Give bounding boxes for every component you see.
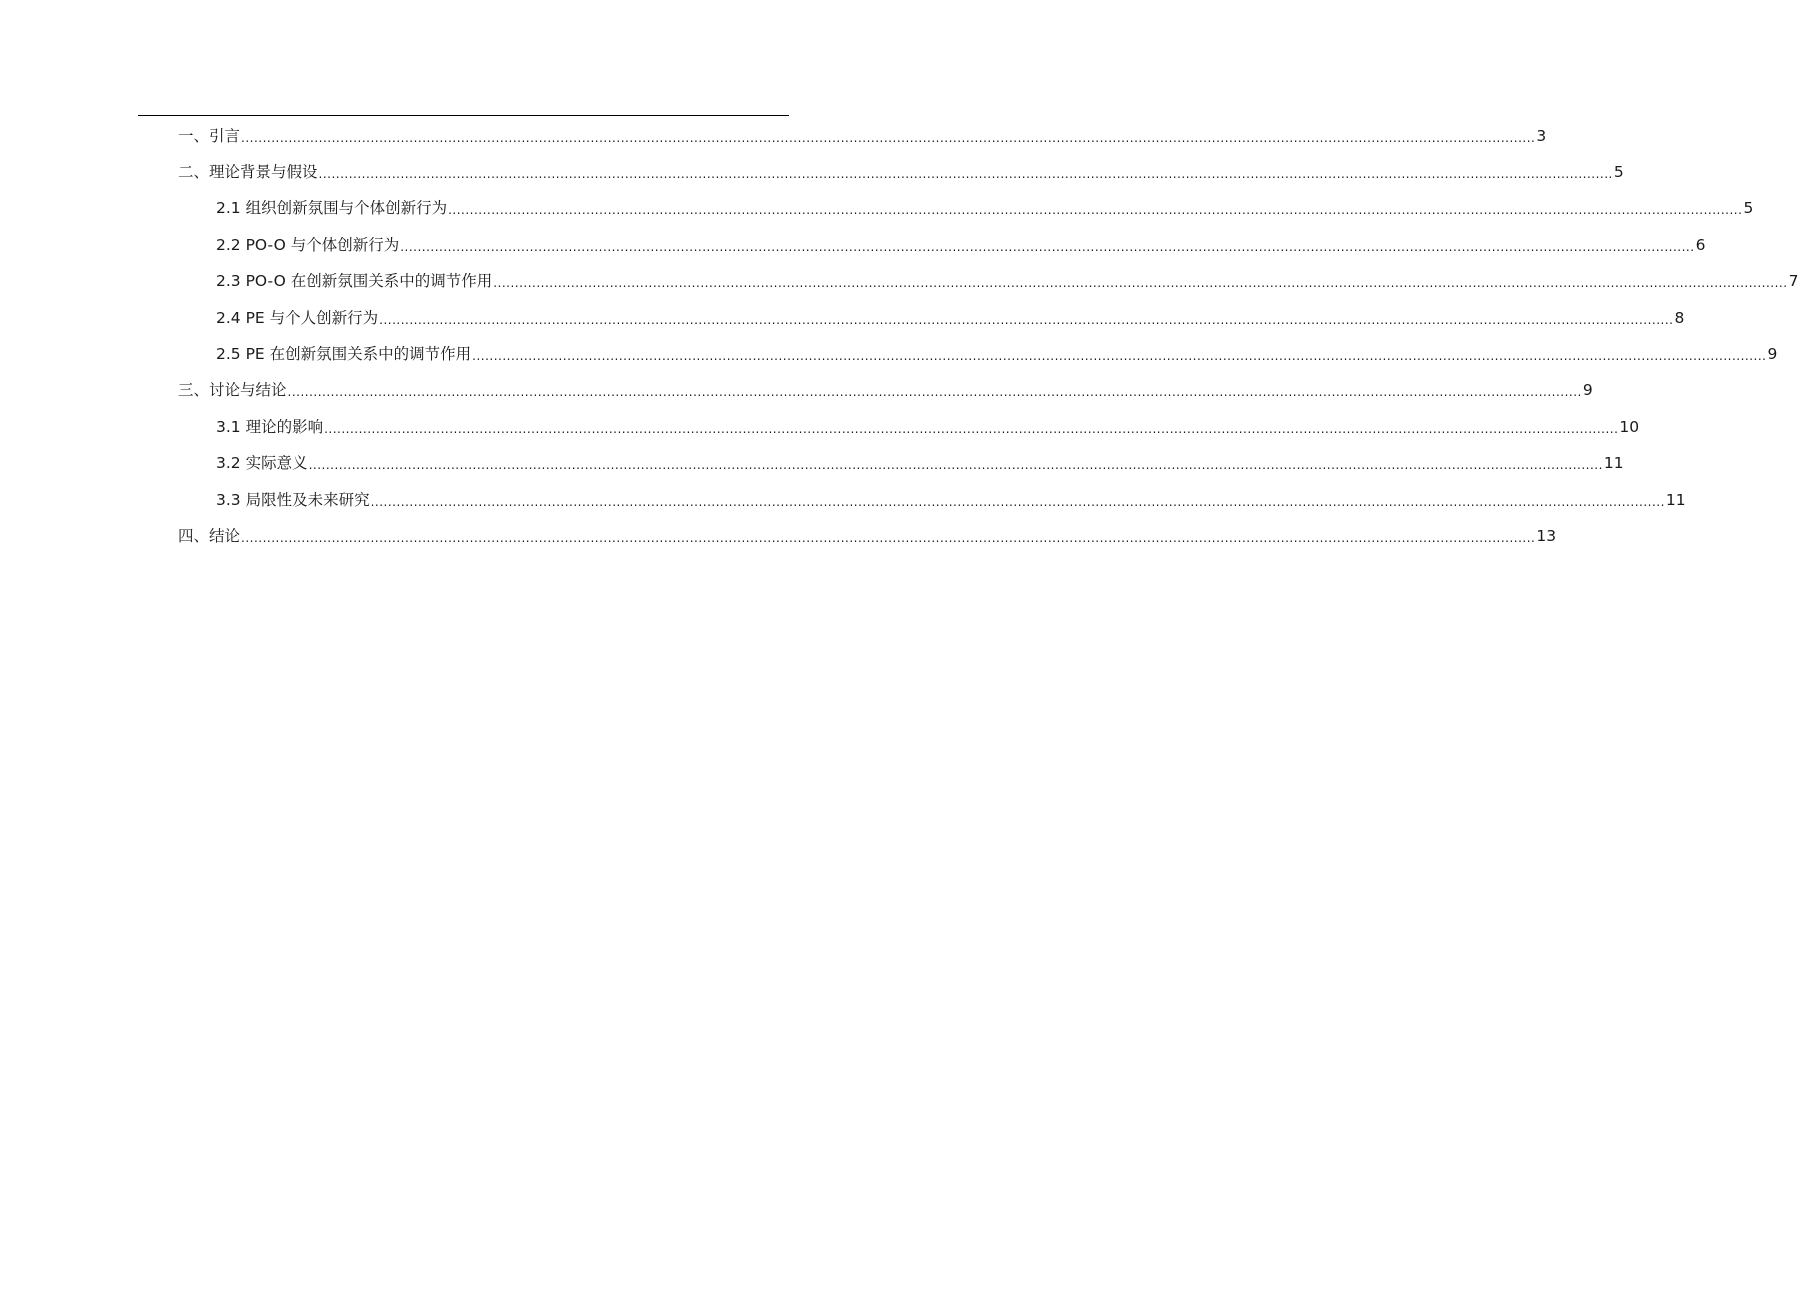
toc-entry-title: 一、引言 — [178, 127, 241, 145]
toc-entry-page: 9 — [1767, 345, 1778, 363]
toc-leader-dots: ............................................................................................................................................................................................................................................................................................................ — [318, 167, 1613, 181]
toc-entry-3-1[interactable] — [216, 409, 1640, 445]
toc-entry-3-3[interactable] — [216, 482, 1686, 518]
toc-entry-title: 2.4 PE 与个人创新行为 — [216, 309, 379, 327]
toc-leader-dots: ............................................................................................................................................................................................................................................................................................................ — [370, 495, 1665, 509]
toc-entry-title: 2.3 PO-O 在创新氛围关系中的调节作用 — [216, 272, 493, 290]
toc-leader-dots: ............................................................................................................................................................................................................................................................................................................ — [448, 203, 1743, 217]
toc-entry-2-1[interactable] — [216, 190, 1754, 226]
toc-entry-page: 11 — [1603, 454, 1624, 472]
toc-entry-2-4[interactable] — [216, 300, 1685, 336]
toc-entry-theory[interactable] — [178, 154, 1624, 190]
toc-entry-title: 二、理论背景与假设 — [178, 163, 318, 181]
toc-entry-title: 2.1 组织创新氛围与个体创新行为 — [216, 199, 448, 217]
toc-leader-dots: ............................................................................................................................................................................................................................................................................................................ — [472, 349, 1767, 363]
toc-entry-3-2[interactable] — [216, 445, 1624, 481]
toc-entry-page: 13 — [1536, 527, 1557, 545]
toc-leader-dots: ............................................................................................................................................................................................................................................................................................................ — [400, 240, 1695, 254]
toc-entry-title: 2.2 PO-O 与个体创新行为 — [216, 236, 400, 254]
toc-leader-dots: ............................................................................................................................................................................................................................................................................................................ — [308, 458, 1603, 472]
toc-entry-page: 6 — [1695, 236, 1706, 254]
toc-entry-page: 5 — [1613, 163, 1624, 181]
toc-leader-dots: ............................................................................................................................................................................................................................................................................................................ — [287, 385, 1582, 399]
toc-entry-2-5[interactable] — [216, 336, 1778, 372]
toc-leader-dots: ............................................................................................................................................................................................................................................................................................................ — [241, 131, 1536, 145]
toc-entry-intro[interactable] — [178, 118, 1547, 154]
toc-entry-discussion[interactable] — [178, 372, 1593, 408]
toc-entry-title: 3.1 理论的影响 — [216, 418, 324, 436]
toc-entry-title: 2.5 PE 在创新氛围关系中的调节作用 — [216, 345, 472, 363]
toc-entry-title: 三、讨论与结论 — [178, 381, 287, 399]
toc-entry-page: 9 — [1582, 381, 1593, 399]
toc-leader-dots: ............................................................................................................................................................................................................................................................................................................ — [493, 276, 1788, 290]
toc-entry-title: 四、结论 — [178, 527, 241, 545]
toc-entry-2-2[interactable] — [216, 227, 1706, 263]
toc-entry-page: 8 — [1674, 309, 1685, 327]
header-rule — [138, 115, 789, 116]
toc-entry-2-3[interactable] — [216, 263, 1798, 299]
toc-leader-dots: ............................................................................................................................................................................................................................................................................................................ — [324, 422, 1619, 436]
toc-entry-title: 3.3 局限性及未来研究 — [216, 491, 370, 509]
toc-leader-dots: ............................................................................................................................................................................................................................................................................................................ — [241, 531, 1536, 545]
toc-entry-page: 10 — [1619, 418, 1640, 436]
toc-entry-page: 11 — [1665, 491, 1686, 509]
toc-entry-page: 5 — [1743, 199, 1754, 217]
toc-entry-page: 7 — [1788, 272, 1798, 290]
toc-entry-title: 3.2 实际意义 — [216, 454, 308, 472]
toc-entry-page: 3 — [1536, 127, 1547, 145]
toc-entry-conclusion[interactable] — [178, 518, 1557, 554]
toc-leader-dots: ............................................................................................................................................................................................................................................................................................................ — [379, 313, 1674, 327]
